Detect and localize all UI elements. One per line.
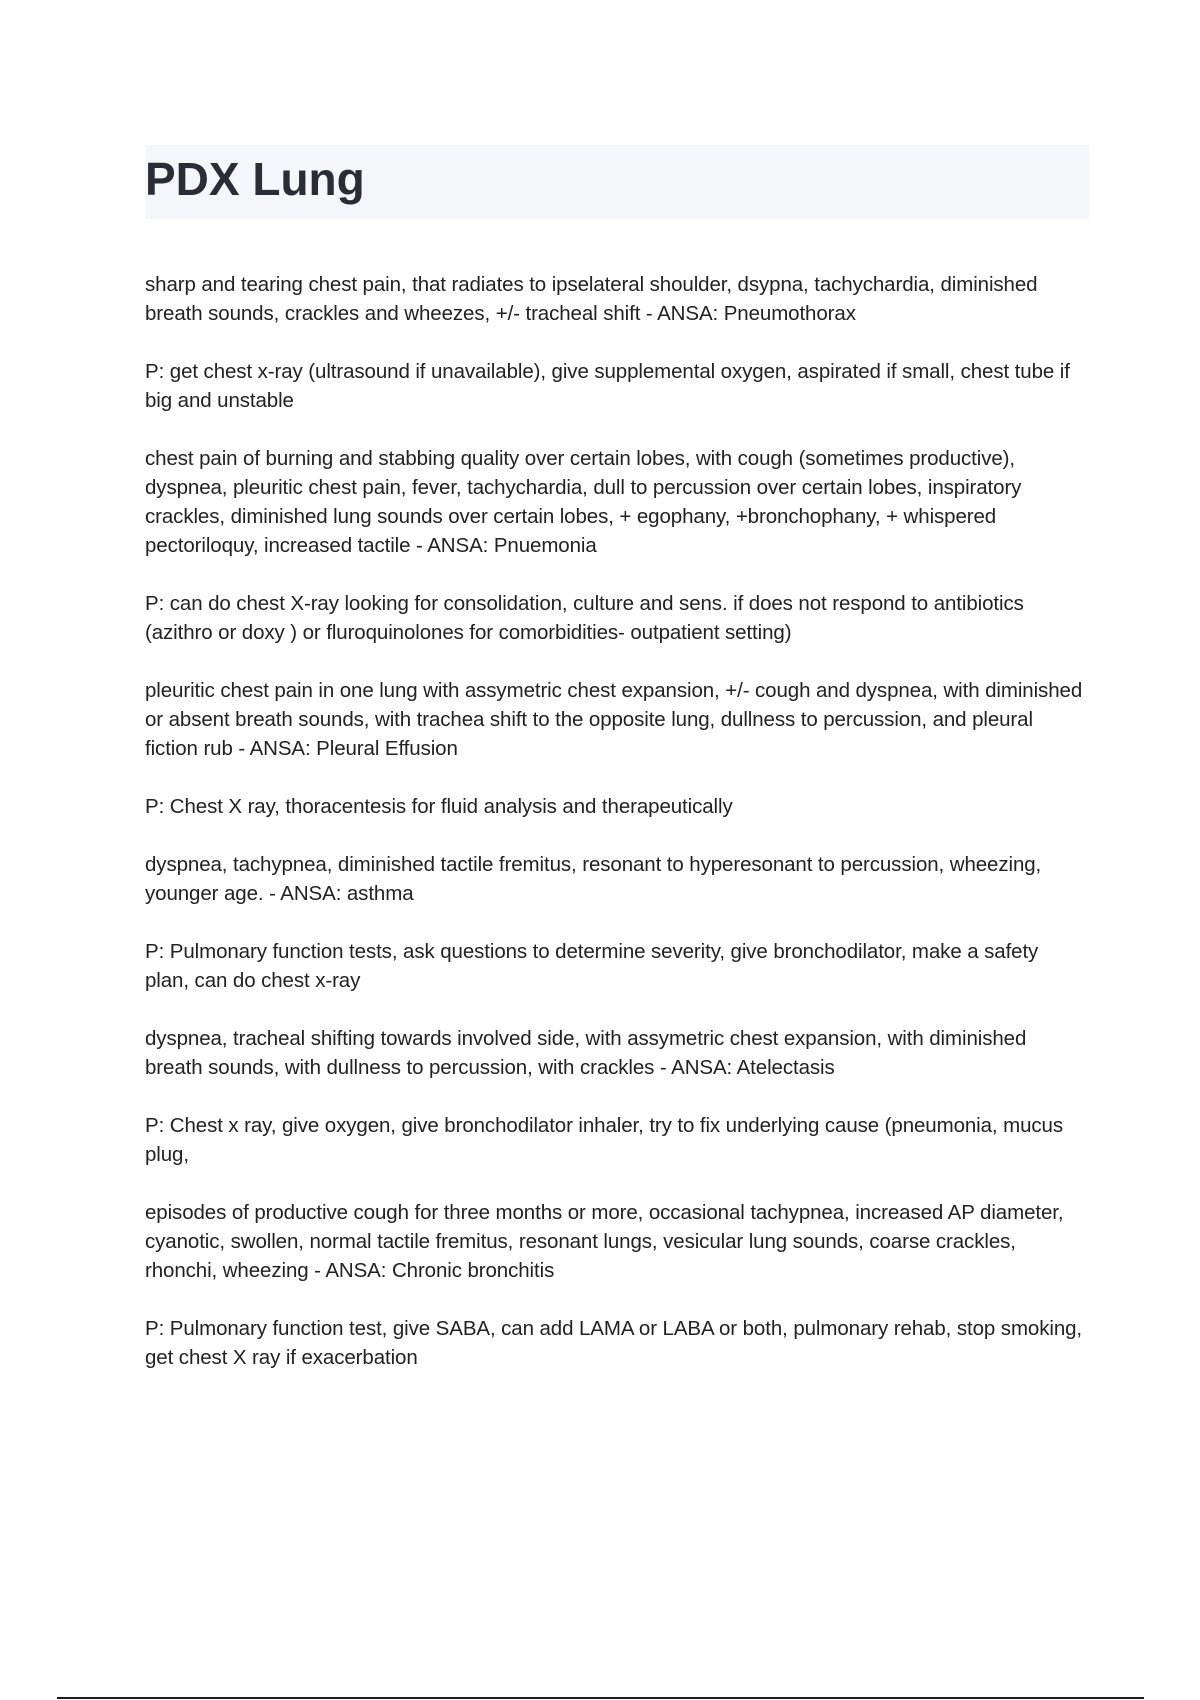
paragraph-asthma-symptoms: dyspnea, tachypnea, diminished tactile fremitus, resonant to hyperesonant to percussion, wheezing, younger age. - ANSA: asthma: [145, 853, 1042, 905]
paragraph-pneumothorax-plan: P: get chest x-ray (ultrasound if unavailable), give supplemental oxygen, aspirated if small, chest tube if big and unstable: [145, 360, 1070, 412]
paragraph-pneumothorax-symptoms: sharp and tearing chest pain, that radiates to ipselateral shoulder, dsypna, tachychardia, diminished breath sounds, crackles and wheezes, +/- tracheal shift - ANSA: Pneumothorax: [145, 273, 1038, 325]
paragraph-pneumonia-plan: P: can do chest X-ray looking for consolidation, culture and sens. if does not respond to antibiotics (azithro or doxy ) or fluroquinolones for comorbidities- outpatient setting): [145, 592, 1024, 644]
page-title: PDX Lung: [145, 153, 365, 205]
paragraph-pneumonia-symptoms: chest pain of burning and stabbing quality over certain lobes, with cough (sometimes productive), dyspnea, pleuritic chest pain, fever, tachychardia, dull to percussion over certain lobes, inspiratory crackles, diminished lung sounds over certain lobes, + egophany, +bronchophany, + whispered pectoriloquy, increased tactile - ANSA: Pnuemonia: [145, 447, 1022, 557]
paragraph-atelectasis-plan: P: Chest x ray, give oxygen, give bronchodilator inhaler, try to fix underlying cause (pneumonia, mucus plug,: [145, 1114, 1063, 1166]
paragraph-chronic-bronchitis-plan: P: Pulmonary function test, give SABA, can add LAMA or LABA or both, pulmonary rehab, stop smoking, get chest X ray if exacerbation: [145, 1317, 1083, 1369]
footer-divider: [57, 1697, 1144, 1699]
paragraph-asthma-plan: P: Pulmonary function tests, ask questions to determine severity, give bronchodilator, make a safety plan, can do chest x-ray: [145, 940, 1039, 992]
paragraph-pleural-effusion-plan: P: Chest X ray, thoracentesis for fluid analysis and therapeutically: [145, 795, 733, 818]
document-body: [145, 270, 1085, 1401]
paragraph-pleural-effusion-symptoms: pleuritic chest pain in one lung with assymetric chest expansion, +/- cough and dyspnea, with diminished or absent breath sounds, with trachea shift to the opposite lung, dullness to percussion, and pleural fiction rub - ANSA: Pleural Effusion: [145, 679, 1083, 760]
paragraph-atelectasis-symptoms: dyspnea, tracheal shifting towards involved side, with assymetric chest expansion, with diminished breath sounds, with dullness to percussion, with crackles - ANSA: Atelectasis: [145, 1027, 1027, 1079]
paragraph-chronic-bronchitis-symptoms: episodes of productive cough for three months or more, occasional tachypnea, increased AP diameter, cyanotic, swollen, normal tactile fremitus, resonant lungs, vesicular lung sounds, coarse crackles, rhonchi, wheezing - ANSA: Chronic bronchitis: [145, 1201, 1064, 1282]
title-band: [145, 145, 1089, 219]
